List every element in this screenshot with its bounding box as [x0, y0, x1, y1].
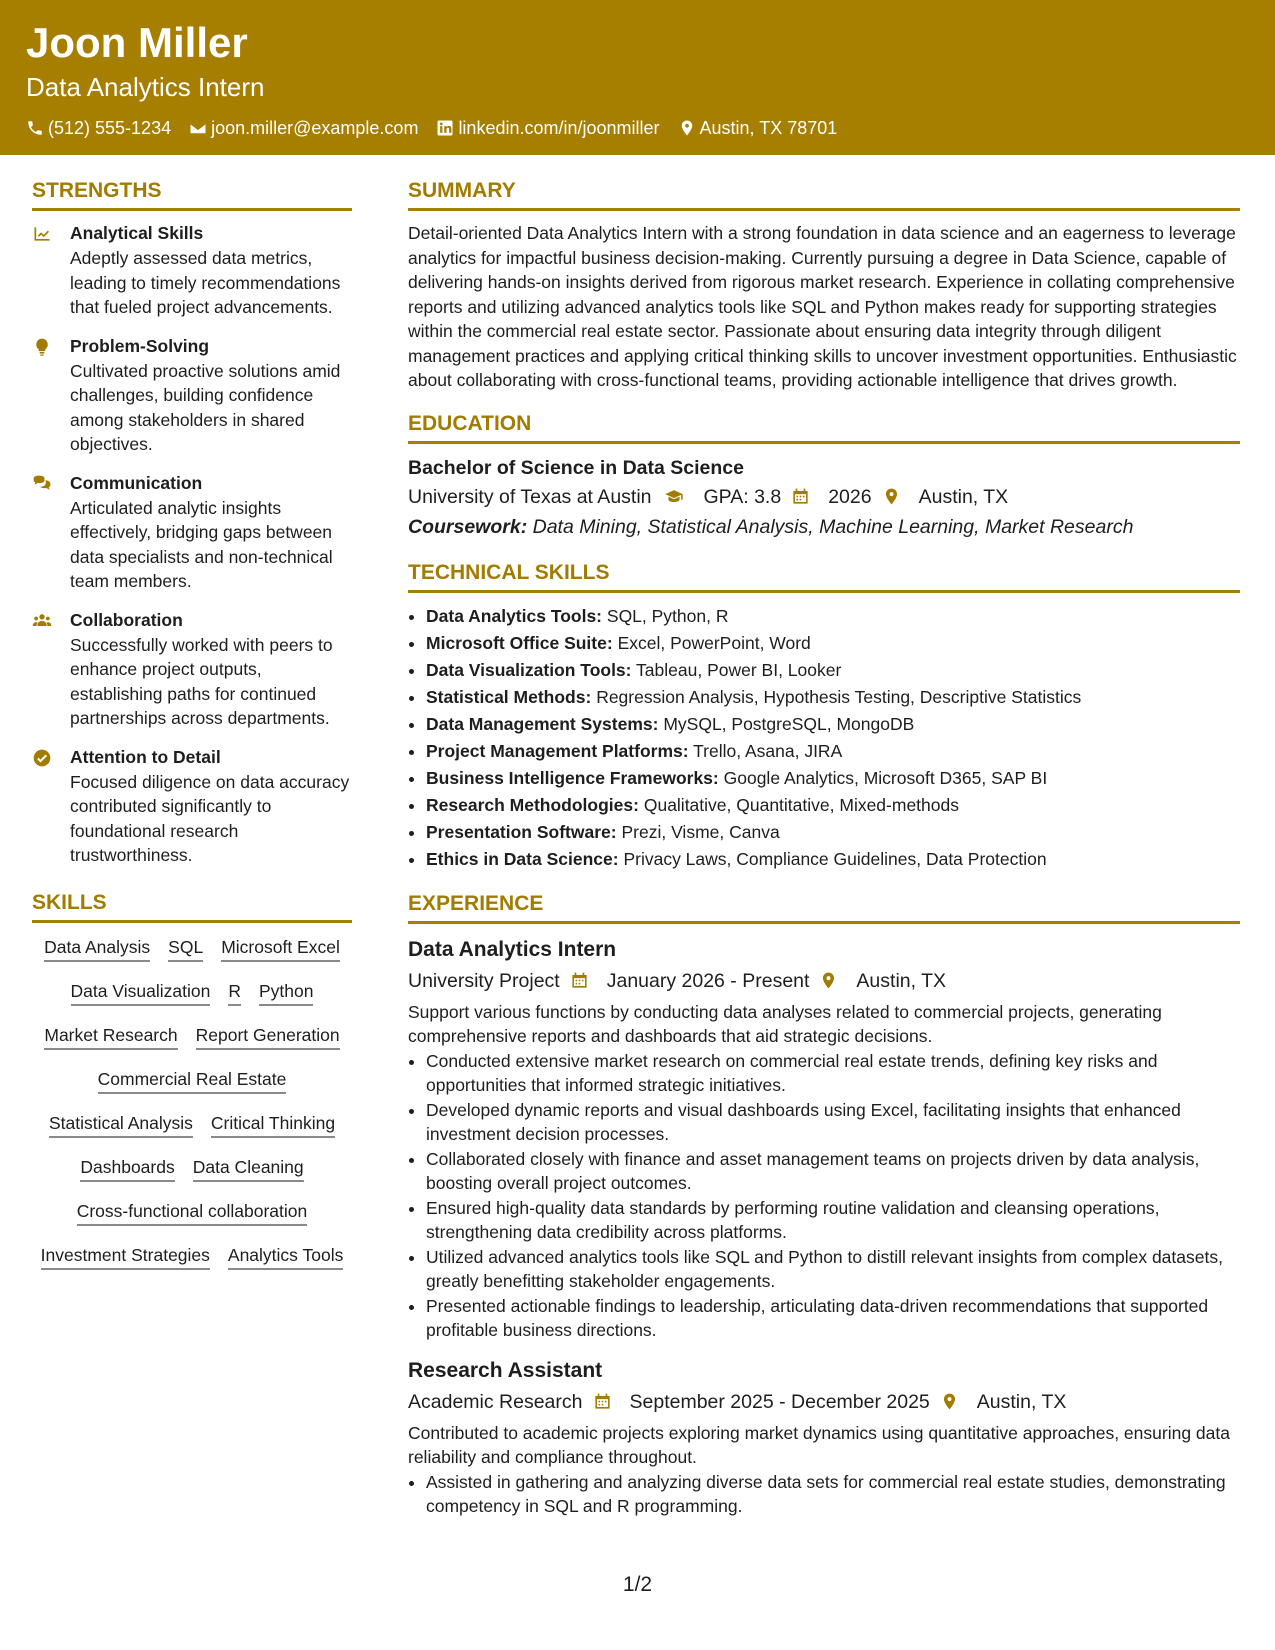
job-entry — [408, 1355, 1240, 1519]
strength-item — [32, 221, 352, 320]
tech-skill-item — [426, 819, 1240, 846]
technical-skills-section — [408, 556, 1240, 873]
tech-skill-item — [426, 603, 1240, 630]
tech-skill-item — [426, 846, 1240, 873]
gpa-text: GPA: 3.8 — [703, 485, 782, 508]
strength-desc: Successfully worked with peers to enhance project outputs, establishing paths for continued partnerships across departments. — [70, 634, 333, 728]
map-marker-icon — [940, 1392, 959, 1411]
job-description: Support various functions by conducting data analyses related to commercial projects, generating comprehensive reports and dashboards that aid strategic decisions. — [408, 1001, 1162, 1046]
strengths-section — [32, 174, 352, 868]
tech-skill-value: Prezi, Visme, Canva — [621, 821, 780, 842]
map-marker-icon — [819, 971, 838, 990]
skill-tag: R — [228, 979, 241, 1006]
tech-skill-value: MySQL, PostgreSQL, MongoDB — [663, 713, 915, 734]
skill-tag: Microsoft Excel — [221, 935, 340, 962]
job-bullet: • Ensured high-quality data standards by performing routine validation and cleansing operations, strengthening data credibility across platforms. — [426, 1196, 1240, 1245]
coursework-label: Coursework: — [408, 515, 528, 538]
tech-skill-value: Trello, Asana, JIRA — [693, 740, 843, 761]
job-org: University Project — [408, 969, 560, 992]
skill-tag: Python — [259, 979, 313, 1006]
tech-skill-item — [426, 630, 1240, 657]
tech-skill-item — [426, 684, 1240, 711]
tech-skill-value: Qualitative, Quantitative, Mixed-methods — [643, 794, 959, 815]
job-bullet: • Utilized advanced analytics tools like SQL and Python to distill relevant insights from complex datasets, greatly benefitting stakeholder engagements. — [426, 1245, 1240, 1294]
skills-list — [32, 933, 352, 1270]
job-bullet: • Presented actionable findings to leadership, articulating data-driven recommendations that supported profitable business directions. — [426, 1294, 1240, 1343]
tech-skill-item — [426, 657, 1240, 684]
skill-tag: Investment Strategies — [41, 1243, 210, 1270]
contact-email[interactable] — [189, 115, 418, 141]
job-bullets — [408, 1470, 1240, 1519]
contact-phone[interactable] — [26, 115, 171, 141]
candidate-name: Joon Miller — [26, 19, 248, 66]
strengths-heading: STRENGTHS — [32, 174, 352, 211]
tech-skill-value: Privacy Laws, Compliance Guidelines, Data Protection — [623, 848, 1047, 869]
graduation-year: 2026 — [828, 485, 872, 508]
strength-desc: Cultivated proactive solutions amid challenges, building confidence among stakeholders in shared objectives. — [70, 360, 341, 454]
job-dates: September 2025 - December 2025 — [629, 1390, 930, 1413]
tech-skill-value: Regression Analysis, Hypothesis Testing, Descriptive Statistics — [596, 686, 1082, 707]
strength-title: Communication — [70, 472, 203, 493]
job-entry — [408, 934, 1240, 1343]
strength-item — [32, 334, 352, 457]
page-number: 1/2 — [622, 1573, 653, 1596]
tech-skill-label: Presentation Software: — [426, 821, 617, 842]
tech-skill-item — [426, 711, 1240, 738]
skills-section — [32, 886, 352, 1270]
map-marker-icon — [882, 487, 901, 506]
skill-tag: Cross-functional collaboration — [77, 1199, 308, 1226]
skill-tag: Dashboards — [80, 1155, 174, 1182]
right-column — [408, 174, 1240, 1533]
tech-skill-label: Data Visualization Tools: — [426, 659, 632, 680]
job-bullet: • Developed dynamic reports and visual dashboards using Excel, facilitating insights that enhanced investment decision processes. — [426, 1098, 1240, 1147]
coursework-line — [408, 512, 1240, 542]
job-meta — [408, 1387, 1240, 1417]
strength-item — [32, 608, 352, 731]
tech-skill-label: Research Methodologies: — [426, 794, 639, 815]
skill-tag: Market Research — [44, 1023, 177, 1050]
location-text: Austin, TX 78701 — [699, 118, 838, 138]
strength-title: Attention to Detail — [70, 746, 221, 767]
strength-item — [32, 745, 352, 868]
tech-skill-label: Data Analytics Tools: — [426, 605, 603, 626]
check-circle-icon — [32, 748, 52, 768]
skill-tag: Report Generation — [196, 1023, 340, 1050]
phone-text: (512) 555-1234 — [48, 118, 172, 138]
left-column — [32, 174, 352, 1288]
users-icon — [32, 611, 52, 631]
comments-icon — [32, 474, 52, 494]
linkedin-text: linkedin.com/in/joonmiller — [458, 118, 660, 138]
line-chart-icon — [32, 224, 52, 244]
education-section — [408, 407, 1240, 542]
skill-tag: Statistical Analysis — [49, 1111, 193, 1138]
strength-title: Collaboration — [70, 609, 183, 630]
summary-text: Detail-oriented Data Analytics Intern with a strong foundation in data science and an eagerness to leverage analytics for impactful business decision-making. Currently pursuing a degree in Data Science, capable of delivering hands-on insights derived from rigorous market research. Experience in collating comprehensive reports and utilizing advanced analytics tools like SQL and Python makes ready for supporting strategies within the commercial real estate sector. Passionate about ensuring data integrity through diligent management practices and applying critical thinking skills to uncover investment opportunities. Enthusiastic about collaborating with cross-functional teams, providing actionable intelligence that drives growth. — [408, 223, 1237, 390]
contact-row — [26, 115, 837, 141]
job-title: Research Assistant — [408, 1358, 603, 1382]
tech-skill-label: Microsoft Office Suite: — [426, 632, 613, 653]
skill-tag: Data Cleaning — [193, 1155, 304, 1182]
coursework-list: Data Mining, Statistical Analysis, Machine Learning, Market Research — [532, 515, 1134, 538]
contact-linkedin[interactable] — [436, 115, 659, 141]
tech-skill-value: Google Analytics, Microsoft D365, SAP BI — [723, 767, 1048, 788]
degree-title: Bachelor of Science in Data Science — [408, 456, 744, 479]
tech-skill-value: SQL, Python, R — [606, 605, 729, 626]
tech-skill-item — [426, 765, 1240, 792]
tech-skill-label: Ethics in Data Science: — [426, 848, 619, 869]
tech-skill-item — [426, 738, 1240, 765]
job-location: Austin, TX — [856, 969, 947, 992]
education-meta — [408, 482, 1240, 512]
skills-heading: SKILLS — [32, 886, 352, 923]
calendar-icon — [570, 971, 589, 990]
strength-desc: Focused diligence on data accuracy contributed significantly to foundational research trustworthiness. — [70, 771, 350, 865]
job-bullet: • Assisted in gathering and analyzing diverse data sets for commercial real estate studies, demonstrating competency in SQL and R programming. — [426, 1470, 1240, 1519]
experience-heading: EXPERIENCE — [408, 887, 1240, 924]
job-description: Contributed to academic projects exploring market dynamics using quantitative approaches, ensuring data reliability and compliance throughout. — [408, 1422, 1230, 1467]
lightbulb-icon — [32, 337, 52, 357]
summary-section — [408, 174, 1240, 393]
job-bullets — [408, 1049, 1240, 1343]
strength-title: Analytical Skills — [70, 223, 204, 243]
summary-heading: SUMMARY — [408, 174, 1240, 211]
job-org: Academic Research — [408, 1390, 583, 1413]
tech-skill-label: Data Management Systems: — [426, 713, 659, 734]
job-dates: January 2026 - Present — [606, 969, 810, 992]
job-bullet: • Conducted extensive market research on commercial real estate trends, defining key risks and opportunities that informed strategic initiatives. — [426, 1049, 1240, 1098]
strength-item — [32, 471, 352, 594]
tech-skill-value: Excel, PowerPoint, Word — [617, 632, 811, 653]
tech-skill-item — [426, 792, 1240, 819]
email-text: joon.miller@example.com — [211, 118, 419, 138]
job-meta — [408, 966, 1240, 996]
education-heading: EDUCATION — [408, 407, 1240, 444]
school-name: University of Texas at Austin — [408, 485, 652, 508]
skill-tag: Data Visualization — [71, 979, 211, 1006]
phone-icon — [26, 119, 44, 137]
map-marker-icon — [678, 119, 696, 137]
education-location: Austin, TX — [918, 485, 1009, 508]
header-banner — [0, 0, 1275, 155]
skill-tag: SQL — [168, 935, 203, 962]
graduation-cap-icon — [662, 487, 686, 506]
tech-skill-label: Project Management Platforms: — [426, 740, 689, 761]
skill-tag: Analytics Tools — [228, 1243, 343, 1270]
envelope-icon — [189, 119, 207, 137]
technical-skills-list — [408, 603, 1240, 873]
candidate-role: Data Analytics Intern — [26, 72, 265, 102]
technical-skills-heading: TECHNICAL SKILLS — [408, 556, 1240, 593]
calendar-icon — [791, 487, 810, 506]
tech-skill-label: Statistical Methods: — [426, 686, 592, 707]
skill-tag: Critical Thinking — [211, 1111, 335, 1138]
experience-section — [408, 887, 1240, 1519]
skill-tag: Data Analysis — [44, 935, 150, 962]
job-bullet: • Collaborated closely with finance and asset management teams on projects driven by data analysis, boosting overall project outcomes. — [426, 1147, 1240, 1196]
job-title: Data Analytics Intern — [408, 937, 617, 961]
tech-skill-label: Business Intelligence Frameworks: — [426, 767, 719, 788]
calendar-icon — [593, 1392, 612, 1411]
job-location: Austin, TX — [976, 1390, 1067, 1413]
strength-desc: Adeptly assessed data metrics, leading to timely recommendations that fueled project advancements. — [70, 248, 341, 317]
strength-title: Problem-Solving — [70, 335, 210, 356]
tech-skill-value: Tableau, Power BI, Looker — [636, 659, 842, 680]
strength-desc: Articulated analytic insights effectively, bridging gaps between data specialists and non-technical team members. — [70, 497, 333, 591]
linkedin-icon — [436, 119, 454, 137]
contact-location — [678, 115, 838, 141]
skill-tag: Commercial Real Estate — [98, 1067, 287, 1094]
